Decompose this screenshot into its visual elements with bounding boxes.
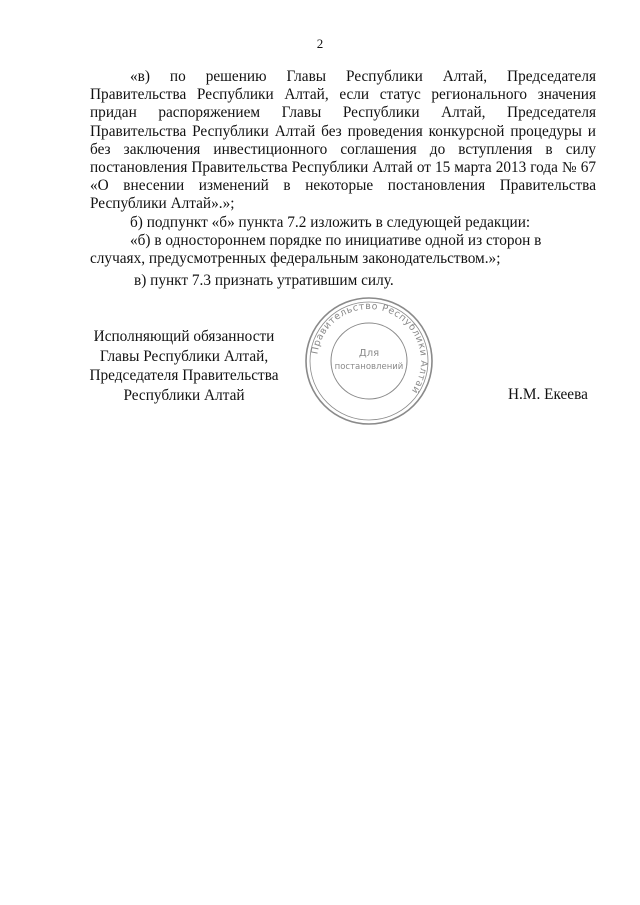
signature-title-block bbox=[68, 327, 300, 405]
paragraph-subclause-v-repeal: в) пункт 7.3 признать утратившим силу. bbox=[134, 272, 394, 290]
stamp-inner-ring bbox=[331, 323, 407, 399]
signatory-title-line: Главы Республики Алтай, bbox=[99, 347, 269, 365]
paragraph-subclause-b-text: «б) в одностороннем порядке по инициативе одной из сторон в случаях, предусмотренных федеральным законодательством.»; bbox=[90, 231, 542, 268]
stamp-inner-text-line1: Для bbox=[358, 348, 380, 359]
document-body bbox=[90, 68, 596, 290]
stamp-outer-ring bbox=[306, 298, 432, 424]
stamp-inner-text-line2: постановлений bbox=[334, 362, 404, 372]
signatory-title-line: Исполняющий обязанности bbox=[93, 328, 275, 345]
stamp-outer-text: Правительство Республики Алтай bbox=[309, 300, 430, 396]
paragraph-subclause-b-intro: б) подпункт «б» пункта 7.2 изложить в следующей редакции: bbox=[130, 213, 531, 231]
signatory-title-line: Председателя Правительства bbox=[89, 367, 279, 384]
official-stamp-seal bbox=[302, 294, 436, 428]
paragraph-subclause-v: «в) по решению Главы Республики Алтай, Председателя Правительства Республики Алтай, если статус регионального значения придан распоряжением Главы Республики Алтай, Председателя Правительства Республики Алтай без проведения конкурсной процедуры и без заключения инвестиционного соглашения до вступления в силу постановления Правительства Республики Алтай от 15 марта 2013 года № 67 «О внесении изменений в некоторые постановления Правительства Республики Алтай».»; bbox=[90, 68, 596, 213]
page-number: 2 bbox=[316, 36, 324, 51]
signatory-name: Н.М. Екеева bbox=[508, 386, 588, 403]
signatory-title-line: Республики Алтай bbox=[123, 386, 245, 404]
